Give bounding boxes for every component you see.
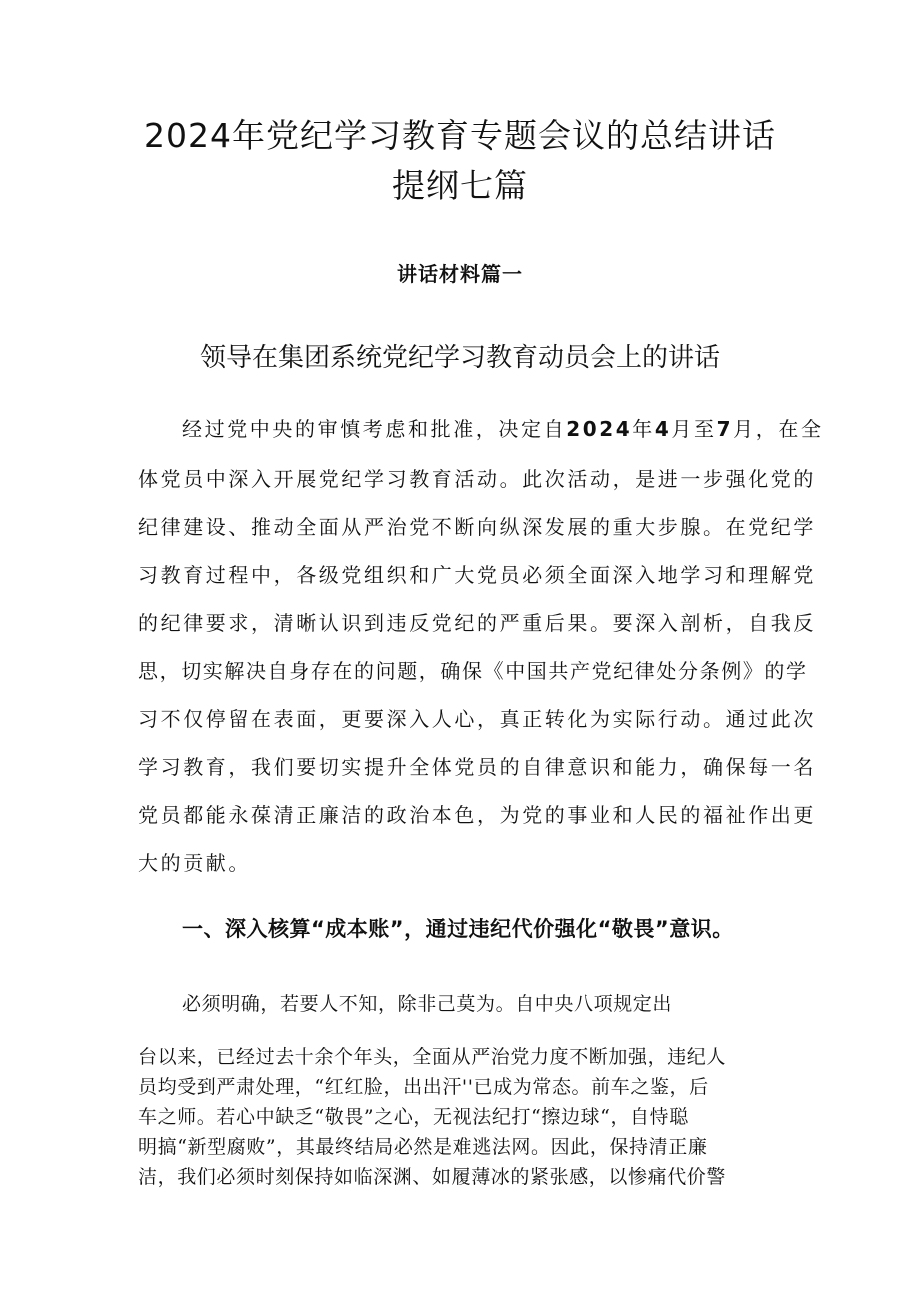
section-label: 讲话材料篇一 xyxy=(397,262,523,286)
paragraph-2-line: 必须明确，若要人不知，除非己莫为。自中央八项规定出 xyxy=(182,993,673,1015)
paragraph-1-line: 体党员中深入开展党纪学习教育活动。此次活动，是进一步强化党的 xyxy=(138,467,816,491)
paragraph-2-line: 车之师。若心中缺乏“敬畏”之心，无视法纪打“擦边球“，自恃聪 xyxy=(138,1106,689,1128)
month-number: 4 xyxy=(654,417,672,441)
paragraph-1-line: 学习教育，我们要切实提升全体党员的自律意识和能力，确保每一名 xyxy=(138,755,816,779)
paragraph-1-line: 党员都能永葆清正廉洁的政治本色，为党的事业和人民的福祉作出更 xyxy=(138,803,816,827)
paragraph-1-line: 习不仅停留在表面，更要深入人心，真正转化为实际行动。通过此次 xyxy=(138,707,816,731)
paragraph-1-line: 习教育过程中，各级党组织和广大党员必须全面深入地学习和理解党 xyxy=(138,563,816,587)
paragraph-2-line: 员均受到严肃处理，“红红脸，出出汗''已成为常态。前车之鉴，后 xyxy=(138,1076,709,1098)
text-span: 月，在全 xyxy=(733,417,824,441)
paragraph-1-line: 纪律建设、推动全面从严治党不断向纵深发展的重大步腺。在党纪学 xyxy=(138,515,816,539)
document-title-line-2: 提纲七篇 xyxy=(392,166,528,205)
speech-title: 领导在集团系统党纪学习教育动员会上的讲话 xyxy=(199,343,720,373)
paragraph-2-line: 台以来，已经过去十余个年头，全面从严治党力度不断加强，违纪人 xyxy=(138,1046,727,1068)
text-span: 经过党中央的审慎考虑和批准，决定自 xyxy=(182,417,567,441)
paragraph-1-line: 思，切实解决自身存在的问题，确保《中国共产党纪律处分条例》的学 xyxy=(138,659,808,683)
month-number: 7 xyxy=(716,417,734,441)
year-number: 2024 xyxy=(566,417,633,441)
paragraph-1-line: 的纪律要求，清晰认识到违反党纪的严重后果。要深入剖析，自我反 xyxy=(138,611,816,635)
text-span: 月至 xyxy=(671,417,717,441)
paragraph-2-line: 洁，我们必须时刻保持如临深渊、如履薄冰的紧张感，以惨痛代价警 xyxy=(138,1166,727,1188)
paragraph-1-line: 大的贡献。 xyxy=(138,851,251,875)
document-title-line-1: 2024年党纪学习教育专题会议的总结讲话 xyxy=(144,116,776,155)
paragraph-1-line xyxy=(182,413,824,442)
section-heading-one: 一、深入核算“成本账”，通过违纪代价强化“敬畏”意识。 xyxy=(182,917,734,941)
paragraph-2-line: 明搞“新型腐败”，其最终结局必然是难逃法网。因此，保持清正廉 xyxy=(138,1136,708,1158)
text-span: 年 xyxy=(632,417,655,441)
